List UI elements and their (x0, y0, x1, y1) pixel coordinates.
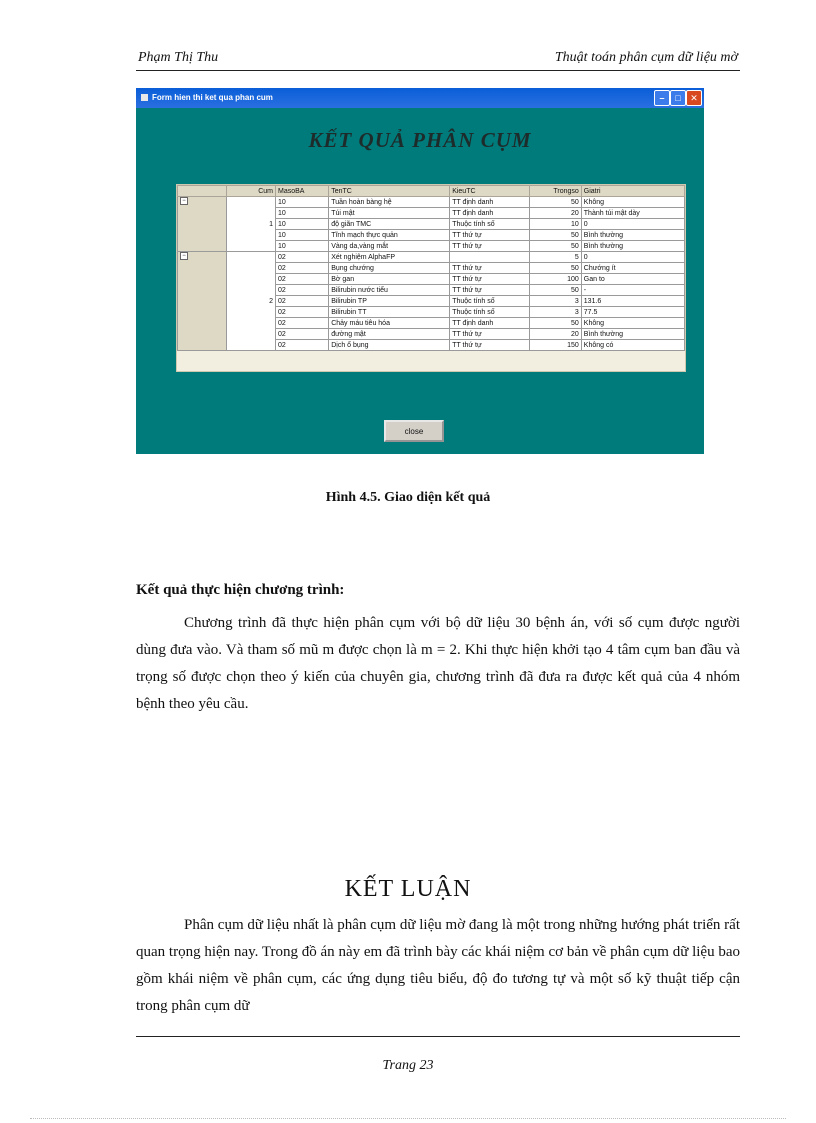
grid-expander-header (178, 186, 227, 197)
table-cell: 150 (530, 340, 581, 351)
table-cell: 10 (276, 219, 329, 230)
table-row[interactable] (178, 252, 685, 263)
table-cell: Gan to (581, 274, 684, 285)
table-cell: Xét nghiệm AlphaFP (329, 252, 450, 263)
table-cell: 50 (530, 241, 581, 252)
table-cell: 5 (530, 252, 581, 263)
column-header[interactable]: Giatri (581, 186, 684, 197)
group-expander[interactable] (178, 252, 227, 351)
column-header[interactable]: KieuTC (450, 186, 530, 197)
result-form-window (136, 88, 704, 454)
table-cell: Bình thường (581, 241, 684, 252)
table-cell: 50 (530, 263, 581, 274)
conclusion-title: KẾT LUẬN (344, 876, 472, 902)
cluster-cell: 1 (227, 197, 276, 252)
table-cell: 02 (276, 252, 329, 263)
page-edge (30, 1118, 786, 1119)
grid-header-row (178, 186, 685, 197)
table-cell: 77.5 (581, 307, 684, 318)
table-cell: Túi mật (329, 208, 450, 219)
table-cell: 50 (530, 230, 581, 241)
table-cell: 20 (530, 329, 581, 340)
table-cell: TT thứ tự (450, 241, 530, 252)
table-cell: đường mật (329, 329, 450, 340)
group-expander[interactable] (178, 197, 227, 252)
table-row[interactable] (178, 197, 685, 208)
column-header[interactable]: Cum (227, 186, 276, 197)
table-cell (450, 252, 530, 263)
window-titlebar[interactable] (136, 88, 704, 108)
table-cell: TT định danh (450, 197, 530, 208)
table-cell: 3 (530, 296, 581, 307)
page-number: Trang 23 (382, 1058, 434, 1073)
table-cell: 10 (530, 219, 581, 230)
table-cell: - (581, 285, 684, 296)
table-cell: TT thứ tự (450, 274, 530, 285)
table-cell: Bình thường (581, 329, 684, 340)
table-cell: Tuần hoàn bàng hệ (329, 197, 450, 208)
table-cell: 10 (276, 208, 329, 219)
table-cell: Thuộc tính số (450, 296, 530, 307)
table-cell: Chảy máu tiêu hóa (329, 318, 450, 329)
table-cell: TT thứ tự (450, 263, 530, 274)
minimize-icon[interactable]: – (654, 90, 670, 106)
table-cell: Không (581, 197, 684, 208)
table-cell: 02 (276, 318, 329, 329)
table-cell: 10 (276, 241, 329, 252)
table-cell: 50 (530, 285, 581, 296)
table-cell: 50 (530, 318, 581, 329)
close-icon[interactable]: ✕ (686, 90, 702, 106)
column-header[interactable]: TenTC (329, 186, 450, 197)
table-cell: Vàng da,vàng mắt (329, 241, 450, 252)
cluster-cell: 2 (227, 252, 276, 351)
table-cell: Bilirubin TT (329, 307, 450, 318)
table-cell: 131.6 (581, 296, 684, 307)
window-title: Form hien thi ket qua phan cum (152, 93, 273, 102)
table-cell: TT định danh (450, 318, 530, 329)
table-cell: Không có (581, 340, 684, 351)
table-cell: Thuộc tính số (450, 219, 530, 230)
form-heading: KẾT QUẢ PHÂN CỤM (308, 128, 532, 152)
table-cell: Không (581, 318, 684, 329)
table-cell: Thuộc tính số (450, 307, 530, 318)
table-cell: 02 (276, 329, 329, 340)
table-cell: 10 (276, 197, 329, 208)
table-cell: 10 (276, 230, 329, 241)
table-cell: 20 (530, 208, 581, 219)
table-cell: Bờ gan (329, 274, 450, 285)
table-cell: Bilirubin TP (329, 296, 450, 307)
table-cell: Chướng ít (581, 263, 684, 274)
column-header[interactable]: Trongso (530, 186, 581, 197)
column-header[interactable]: MasoBA (276, 186, 329, 197)
page-header (136, 48, 740, 71)
footer-rule (136, 1036, 740, 1037)
header-title: Thuật toán phân cụm dữ liệu mờ (554, 50, 738, 65)
table-cell: 0 (581, 219, 684, 230)
table-cell: 3 (530, 307, 581, 318)
table-cell: 50 (530, 197, 581, 208)
table-cell: TT thứ tự (450, 329, 530, 340)
figure-caption: Hình 4.5. Giao diện kết quả (325, 490, 491, 505)
paragraph-conclusion: Phân cụm dữ liệu nhất là phân cụm dữ liệu mờ đang là một trong những hướng phát triển rất quan trọng hiện nay. Trong đồ án này em đã trình bày các khái niệm cơ bản về phân cụm dữ liệu bao gồm khái niệm về phân cụm, các ứng dụng tiêu biểu, độ đo tương tự và một số kỹ thuật tiếp cận trong phân cụm dữ (136, 917, 740, 1014)
close-button[interactable]: close (384, 420, 444, 442)
table-cell: Bụng chướng (329, 263, 450, 274)
table-cell: TT thứ tự (450, 230, 530, 241)
header-author: Phạm Thị Thu (138, 50, 219, 65)
table-cell: Bình thường (581, 230, 684, 241)
table-cell: TT thứ tự (450, 285, 530, 296)
result-grid[interactable] (176, 184, 686, 372)
table-cell: 02 (276, 263, 329, 274)
table-cell: 02 (276, 296, 329, 307)
table-cell: TT thứ tự (450, 340, 530, 351)
collapse-icon[interactable]: − (180, 197, 188, 205)
collapse-icon[interactable]: − (180, 252, 188, 260)
table-cell: 02 (276, 307, 329, 318)
maximize-icon[interactable]: □ (670, 90, 686, 106)
table-cell: 100 (530, 274, 581, 285)
paragraph-results: Chương trình đã thực hiện phân cụm với bộ dữ liệu 30 bệnh án, với số cụm được người dùng đưa vào. Và tham số mũ m được chọn là m = 2. Khi thực hiện khởi tạo 4 tâm cụm ban đầu và trọng số được chọn theo ý kiến của chuyên gia, chương trình đã đưa ra được kết quả của 4 nhóm bệnh theo yêu cầu. (136, 615, 740, 712)
table-cell: Tĩnh mạch thực quản (329, 230, 450, 241)
table-cell: 0 (581, 252, 684, 263)
table-cell: Dịch ổ bụng (329, 340, 450, 351)
table-cell: 02 (276, 340, 329, 351)
table-cell: Bilirubin nước tiểu (329, 285, 450, 296)
section-title: Kết quả thực hiện chương trình: (136, 582, 345, 598)
app-icon (141, 94, 148, 101)
table-cell: Thành túi mật dày (581, 208, 684, 219)
table-cell: độ giãn TMC (329, 219, 450, 230)
table-cell: TT định danh (450, 208, 530, 219)
table-cell: 02 (276, 285, 329, 296)
table-cell: 02 (276, 274, 329, 285)
